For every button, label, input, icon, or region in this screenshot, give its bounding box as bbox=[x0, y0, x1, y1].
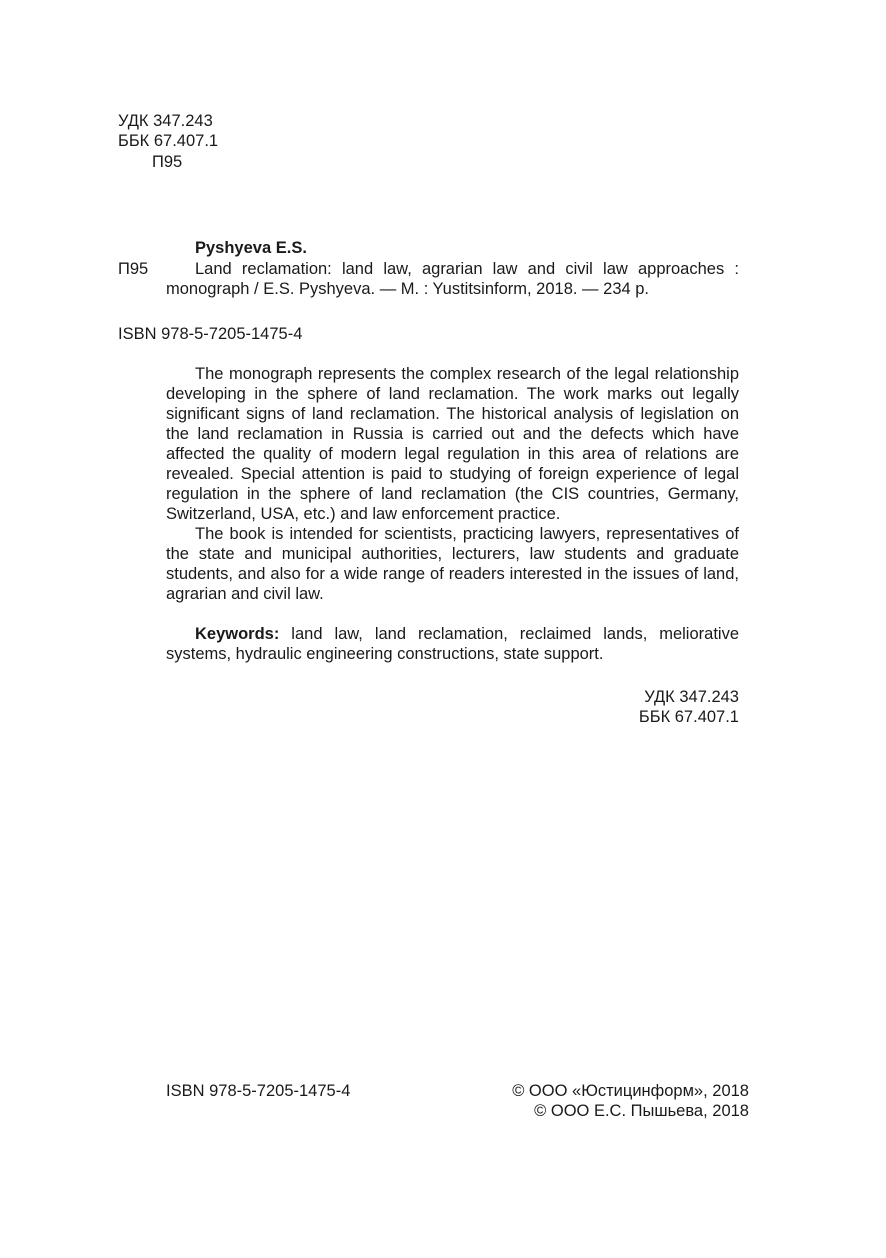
isbn-line: ISBN 978-5-7205-1475-4 bbox=[118, 325, 303, 343]
keywords-paragraph bbox=[166, 624, 739, 664]
bibliographic-description bbox=[166, 259, 739, 299]
bbk-code-top: ББК 67.407.1 bbox=[118, 132, 219, 150]
author-name: Pyshyeva E.S. bbox=[195, 239, 307, 257]
abstract bbox=[166, 364, 739, 664]
keywords-text: land law, land reclamation, reclaimed lands, meliorative systems, hydraulic engineering constructions, state support. bbox=[166, 625, 739, 663]
udk-code-top: УДК 347.243 bbox=[118, 112, 213, 130]
abstract-paragraph-1: The monograph represents the complex research of the legal relationship developing in the sphere of land reclamation. The work marks out legally significant signs of land reclamation. The historical analysis of legislation on the land reclamation in Russia is carried out and the defects which have affected the quality of modern legal regulation in this area of relations are revealed. Special attention is paid to studying of foreign experience of legal regulation in the sphere of land reclamation (the CIS countries, Germany, Switzerland, USA, etc.) and law enforcement practice. bbox=[166, 365, 739, 523]
bbk-code-right: ББК 67.407.1 bbox=[638, 708, 739, 726]
author-sign-side: П95 bbox=[118, 260, 149, 278]
copyright-author: © ООО Е.С. Пышьева, 2018 bbox=[534, 1102, 749, 1120]
author-sign-top: П95 bbox=[152, 153, 183, 171]
isbn-footer: ISBN 978-5-7205-1475-4 bbox=[166, 1082, 351, 1100]
copyright-publisher: © ООО «Юстицинформ», 2018 bbox=[512, 1082, 749, 1100]
bibliographic-title-line: Land reclamation: land law, agrarian law and civil law approaches : bbox=[195, 260, 739, 278]
udk-code-right: УДК 347.243 bbox=[644, 688, 739, 706]
abstract-paragraph-2: The book is intended for scientists, practicing lawyers, representatives of the state and municipal authorities, lecturers, law students and graduate students, and also for a wide range of readers interested in the issues of land, agrarian and civil law. bbox=[166, 525, 739, 603]
bibliographic-title-rest: monograph / E.S. Pyshyeva. — M. : Yustitsinform, 2018. — 234 p. bbox=[166, 280, 650, 298]
keywords-label: Keywords: bbox=[195, 625, 280, 643]
